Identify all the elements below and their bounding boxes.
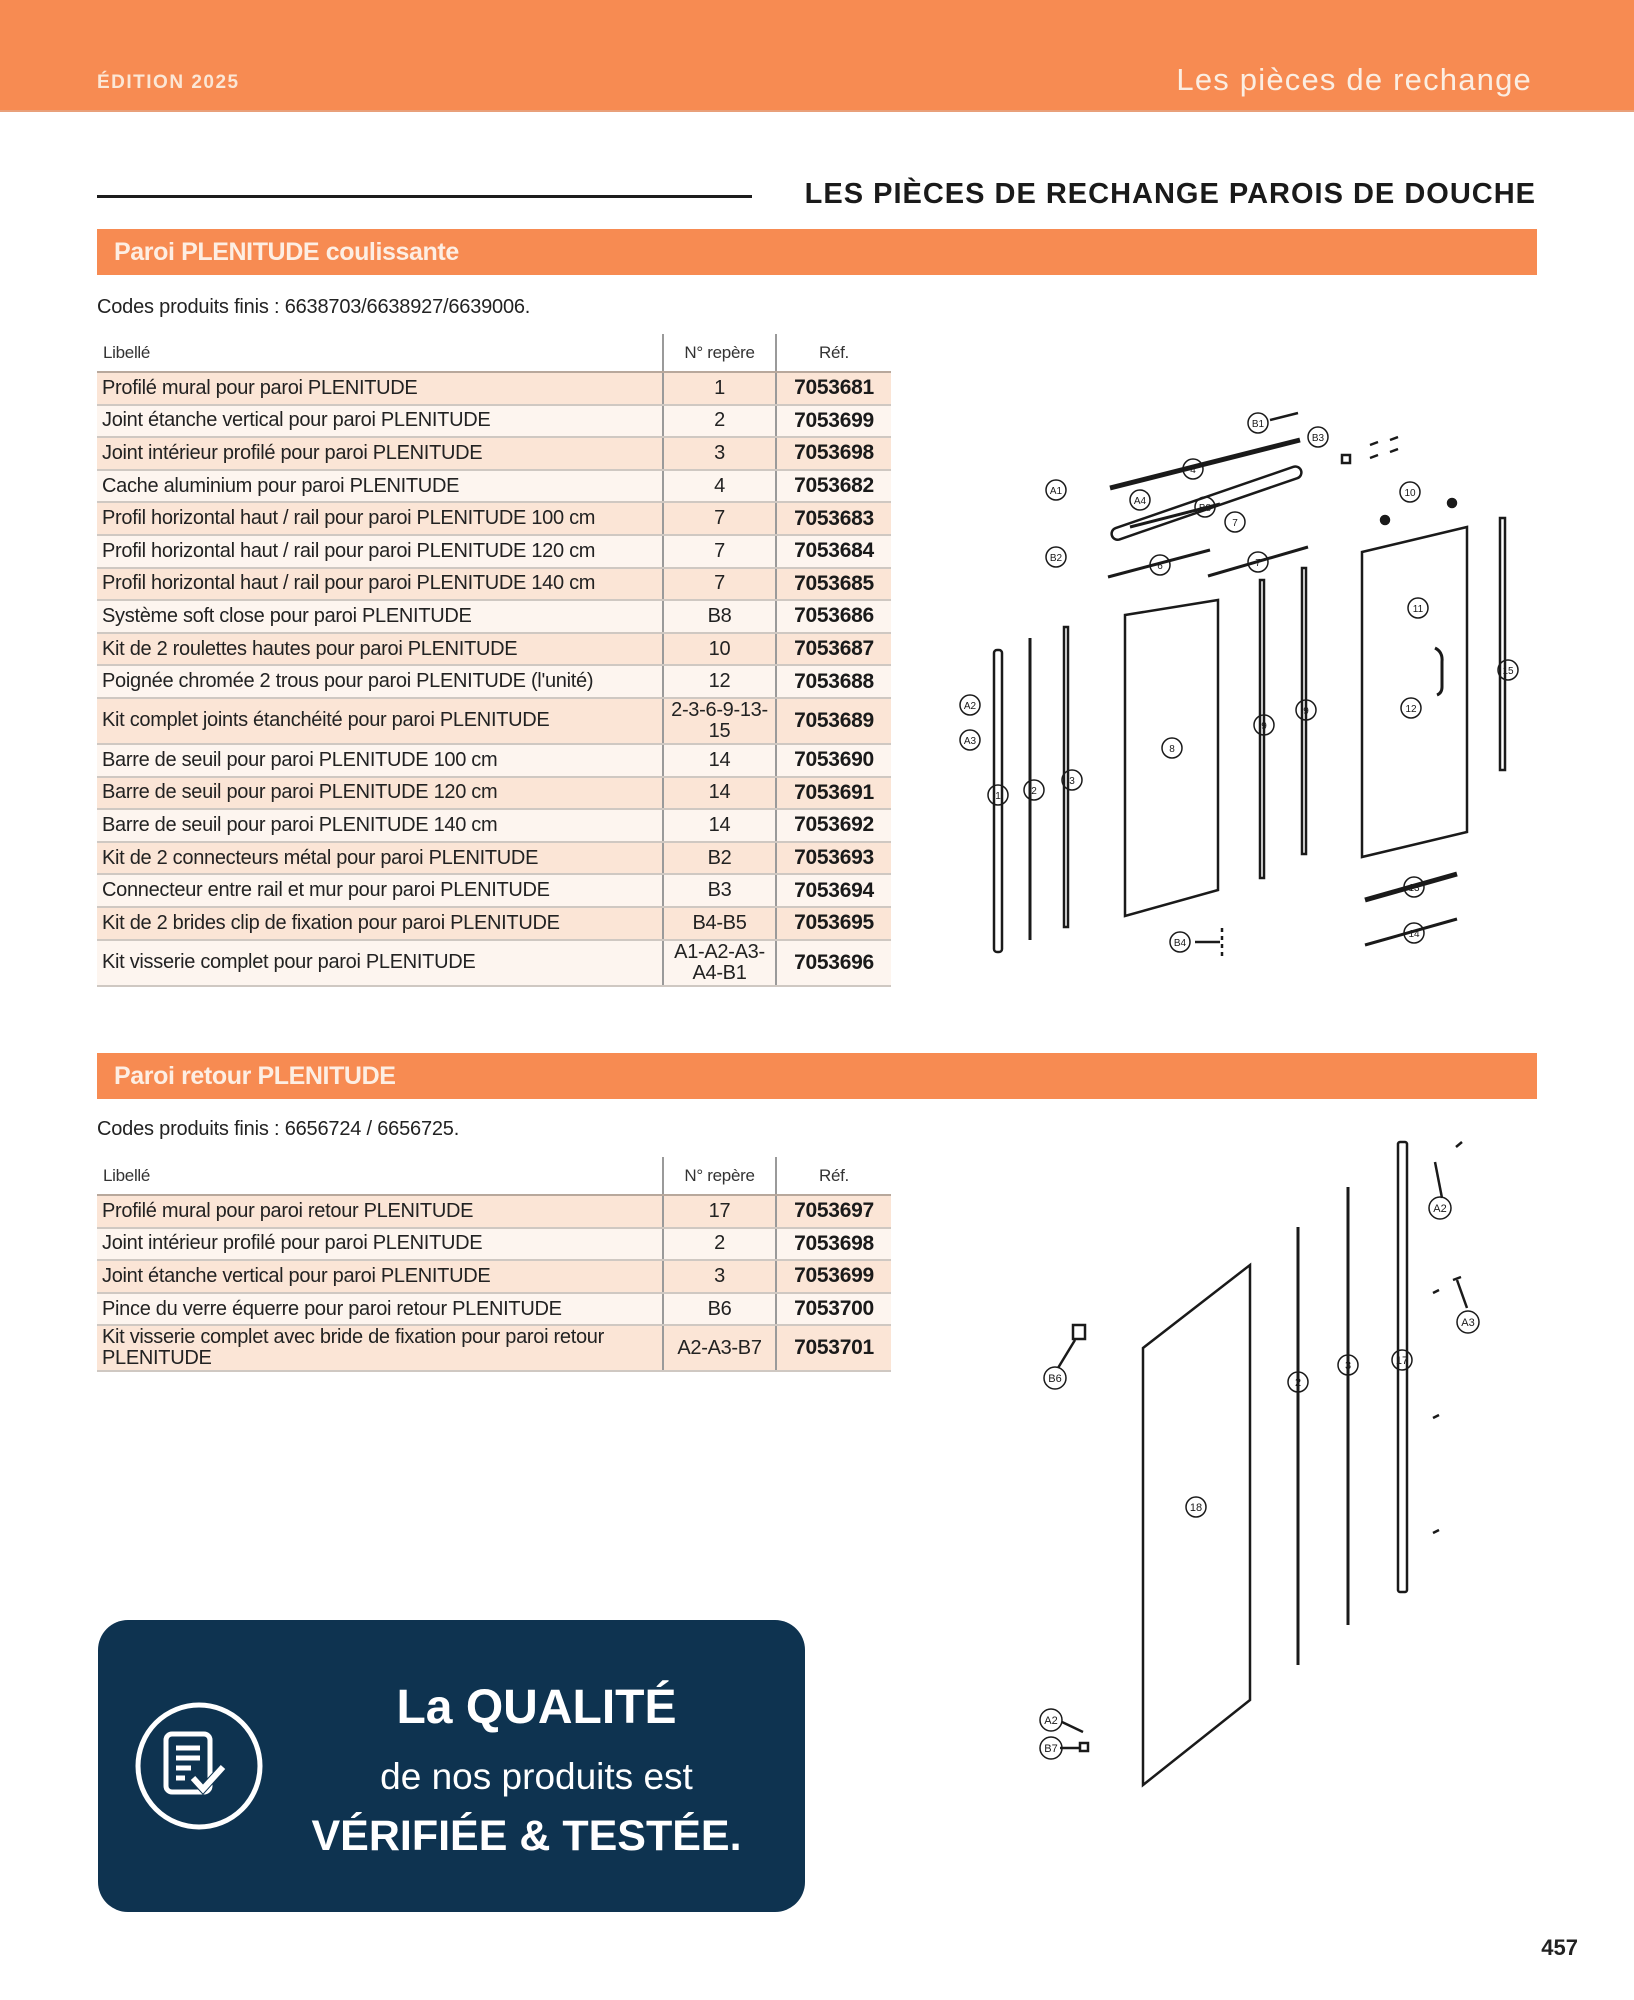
table-row — [97, 405, 891, 438]
edition-label: ÉDITION 2025 — [97, 72, 240, 93]
part-number: 14 — [663, 809, 776, 842]
svg-text:1: 1 — [995, 791, 1001, 802]
svg-text:10: 10 — [1404, 488, 1416, 499]
part-ref: 7053684 — [776, 535, 891, 568]
part-ref: 7053699 — [776, 1260, 891, 1293]
part-label: Kit complet joints étanchéité pour paroi PLENITUDE — [97, 698, 663, 744]
column-header-label: Libellé — [97, 334, 663, 372]
part-ref: 7053699 — [776, 405, 891, 438]
part-label: Système soft close pour paroi PLENITUDE — [97, 600, 663, 633]
part-ref: 7053686 — [776, 600, 891, 633]
part-number: B4-B5 — [663, 907, 776, 940]
section2-parts-table — [97, 1157, 891, 1372]
part-number: 4 — [663, 470, 776, 503]
part-ref: 7053696 — [776, 940, 891, 986]
svg-text:12: 12 — [1405, 704, 1417, 715]
part-ref: 7053690 — [776, 744, 891, 777]
part-label: Kit visserie complet pour paroi PLENITUDE — [97, 940, 663, 986]
part-number: B8 — [663, 600, 776, 633]
page-number: 457 — [1541, 1935, 1578, 1960]
part-number: 2 — [663, 405, 776, 438]
table-row — [97, 842, 891, 875]
part-label: Profil horizontal haut / rail pour paroi PLENITUDE 120 cm — [97, 535, 663, 568]
part-label: Barre de seuil pour paroi PLENITUDE 140 cm — [97, 809, 663, 842]
svg-text:14: 14 — [1408, 929, 1420, 940]
quality-subline: de nos produits est — [380, 1756, 693, 1797]
section1-title-band: Paroi PLENITUDE coulissante — [97, 229, 1537, 275]
section1-exploded-diagram — [940, 380, 1540, 980]
part-number: 7 — [663, 502, 776, 535]
part-number: B2 — [663, 842, 776, 875]
table-row — [97, 940, 891, 986]
section-divider — [97, 195, 752, 198]
svg-text:7: 7 — [1255, 558, 1261, 569]
column-header-ref-number: N° repère — [663, 1157, 776, 1195]
part-ref: 7053694 — [776, 874, 891, 907]
svg-text:B3: B3 — [1311, 433, 1325, 444]
part-label: Joint intérieur profilé pour paroi PLENITUDE — [97, 1228, 663, 1261]
column-header-ref: Réf. — [776, 1157, 891, 1195]
table-row — [97, 633, 891, 666]
part-label: Joint étanche vertical pour paroi PLENITUDE — [97, 405, 663, 438]
svg-text:3: 3 — [1344, 1360, 1352, 1372]
part-number: A1-A2-A3-A4-B1 — [663, 940, 776, 986]
svg-text:A2: A2 — [1044, 1715, 1058, 1727]
svg-text:2: 2 — [1031, 786, 1037, 797]
svg-text:15: 15 — [1502, 666, 1514, 677]
part-label: Connecteur entre rail et mur pour paroi PLENITUDE — [97, 874, 663, 907]
svg-text:18: 18 — [1189, 1502, 1203, 1514]
part-ref: 7053682 — [776, 470, 891, 503]
part-number: B3 — [663, 874, 776, 907]
part-label: Joint étanche vertical pour paroi PLENITUDE — [97, 1260, 663, 1293]
part-ref: 7053688 — [776, 665, 891, 698]
part-ref: 7053693 — [776, 842, 891, 875]
svg-text:B4: B4 — [1173, 938, 1187, 949]
table-row — [97, 1195, 891, 1228]
svg-text:8: 8 — [1169, 744, 1175, 755]
table-row — [97, 665, 891, 698]
table-header-row — [97, 334, 891, 372]
table-row — [97, 470, 891, 503]
part-label: Profilé mural pour paroi PLENITUDE — [97, 372, 663, 405]
table-row — [97, 437, 891, 470]
part-number: 1 — [663, 372, 776, 405]
part-ref: 7053697 — [776, 1195, 891, 1228]
part-ref: 7053681 — [776, 372, 891, 405]
part-ref: 7053700 — [776, 1293, 891, 1326]
svg-text:9: 9 — [1303, 706, 1309, 717]
svg-text:A2: A2 — [963, 701, 977, 712]
part-label: Profil horizontal haut / rail pour paroi PLENITUDE 140 cm — [97, 568, 663, 601]
table-header-row — [97, 1157, 891, 1195]
svg-text:B8: B8 — [1198, 503, 1212, 514]
part-label: Kit visserie complet avec bride de fixation pour paroi retour PLENITUDE — [97, 1325, 663, 1371]
part-number: 2 — [663, 1228, 776, 1261]
table-row — [97, 874, 891, 907]
part-ref: 7053685 — [776, 568, 891, 601]
svg-text:A2: A2 — [1433, 1203, 1447, 1215]
part-ref: 7053683 — [776, 502, 891, 535]
table-row — [97, 698, 891, 744]
part-number: 2-3-6-9-13-15 — [663, 698, 776, 744]
svg-text:A1: A1 — [1049, 486, 1063, 497]
part-label: Cache aluminium pour paroi PLENITUDE — [97, 470, 663, 503]
part-number: 12 — [663, 665, 776, 698]
table-row — [97, 744, 891, 777]
part-ref: 7053691 — [776, 777, 891, 810]
part-label: Joint intérieur profilé pour paroi PLENITUDE — [97, 437, 663, 470]
svg-text:2: 2 — [1294, 1377, 1302, 1389]
part-ref: 7053701 — [776, 1325, 891, 1371]
part-number: 14 — [663, 744, 776, 777]
part-number: 3 — [663, 437, 776, 470]
svg-text:B1: B1 — [1251, 419, 1265, 430]
part-number: A2-A3-B7 — [663, 1325, 776, 1371]
part-ref: 7053695 — [776, 907, 891, 940]
section1-product-codes: Codes produits finis : 6638703/6638927/6639006. — [97, 296, 531, 318]
part-number: 7 — [663, 535, 776, 568]
part-number: B6 — [663, 1293, 776, 1326]
part-number: 17 — [663, 1195, 776, 1228]
part-label: Profil horizontal haut / rail pour paroi PLENITUDE 100 cm — [97, 502, 663, 535]
part-number: 7 — [663, 568, 776, 601]
part-label: Kit de 2 roulettes hautes pour paroi PLENITUDE — [97, 633, 663, 666]
table-row — [97, 568, 891, 601]
svg-text:B2: B2 — [1049, 553, 1063, 564]
table-row — [97, 1293, 891, 1326]
part-label: Barre de seuil pour paroi PLENITUDE 100 cm — [97, 744, 663, 777]
svg-text:13: 13 — [1408, 883, 1420, 894]
header-band — [0, 0, 1634, 112]
part-label: Pince du verre équerre pour paroi retour PLENITUDE — [97, 1293, 663, 1326]
table-row — [97, 777, 891, 810]
column-header-label: Libellé — [97, 1157, 663, 1195]
table-row — [97, 1228, 891, 1261]
quality-tagline: VÉRIFIÉE & TESTÉE. — [311, 1812, 742, 1860]
part-label: Profilé mural pour paroi retour PLENITUDE — [97, 1195, 663, 1228]
part-label: Poignée chromée 2 trous pour paroi PLENITUDE (l'unité) — [97, 665, 663, 698]
part-label: Kit de 2 brides clip de fixation pour paroi PLENITUDE — [97, 907, 663, 940]
part-ref: 7053687 — [776, 633, 891, 666]
section1-parts-table — [97, 334, 891, 987]
table-row — [97, 600, 891, 633]
section2-exploded-diagram — [1020, 1130, 1520, 1810]
table-row — [97, 907, 891, 940]
quality-banner — [98, 1620, 805, 1912]
svg-text:A4: A4 — [1133, 496, 1147, 507]
table-row — [97, 372, 891, 405]
svg-text:4: 4 — [1190, 465, 1196, 476]
part-number: 3 — [663, 1260, 776, 1293]
svg-text:3: 3 — [1069, 776, 1075, 787]
table-row — [97, 1325, 891, 1371]
section-title: LES PIÈCES DE RECHANGE PAROIS DE DOUCHE — [804, 178, 1536, 210]
svg-text:B6: B6 — [1048, 1373, 1062, 1385]
svg-text:B7: B7 — [1044, 1743, 1058, 1755]
part-ref: 7053692 — [776, 809, 891, 842]
part-ref: 7053698 — [776, 437, 891, 470]
svg-text:A3: A3 — [1461, 1317, 1475, 1329]
part-ref: 7053698 — [776, 1228, 891, 1261]
table-row — [97, 535, 891, 568]
section2-product-codes: Codes produits finis : 6656724 / 6656725. — [97, 1118, 460, 1140]
section2-title-band: Paroi retour PLENITUDE — [97, 1053, 1537, 1099]
column-header-ref-number: N° repère — [663, 334, 776, 372]
part-number: 10 — [663, 633, 776, 666]
svg-text:11: 11 — [1412, 604, 1424, 615]
svg-text:A3: A3 — [963, 736, 977, 747]
svg-text:6: 6 — [1157, 561, 1163, 572]
part-label: Barre de seuil pour paroi PLENITUDE 120 cm — [97, 777, 663, 810]
column-header-ref: Réf. — [776, 334, 891, 372]
table-row — [97, 809, 891, 842]
svg-text:7: 7 — [1232, 518, 1238, 529]
svg-text:9: 9 — [1261, 721, 1267, 732]
table-row — [97, 1260, 891, 1293]
part-ref: 7053689 — [776, 698, 891, 744]
table-row — [97, 502, 891, 535]
header-title: Les pièces de rechange — [1176, 62, 1532, 97]
svg-text:17: 17 — [1395, 1355, 1409, 1367]
part-number: 14 — [663, 777, 776, 810]
quality-headline: La QUALITÉ — [396, 1681, 677, 1734]
part-label: Kit de 2 connecteurs métal pour paroi PLENITUDE — [97, 842, 663, 875]
